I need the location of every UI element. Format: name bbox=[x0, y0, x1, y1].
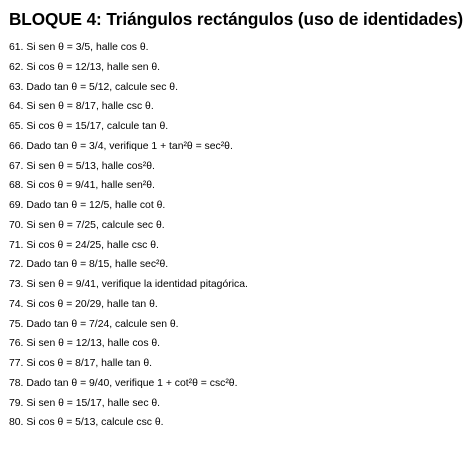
exercise-item bbox=[9, 176, 248, 196]
exercise-number: 78. bbox=[9, 377, 24, 389]
exercise-number: 80. bbox=[9, 417, 24, 429]
exercise-item bbox=[9, 117, 248, 137]
exercise-item bbox=[9, 38, 248, 58]
exercise-item bbox=[9, 196, 248, 216]
exercise-number: 67. bbox=[9, 160, 24, 172]
exercise-number: 62. bbox=[9, 61, 24, 73]
exercise-text: Si sen θ = 7/25, calcule sec θ. bbox=[26, 219, 165, 231]
exercise-text: Si sen θ = 5/13, halle cos²θ. bbox=[26, 160, 155, 172]
exercise-number: 63. bbox=[9, 81, 24, 93]
exercise-item bbox=[9, 78, 248, 98]
exercise-item bbox=[9, 394, 248, 414]
exercise-item bbox=[9, 354, 248, 374]
exercise-item bbox=[9, 236, 248, 256]
exercise-item bbox=[9, 137, 248, 157]
exercise-text: Si sen θ = 3/5, halle cos θ. bbox=[26, 42, 149, 53]
exercise-item bbox=[9, 413, 248, 433]
exercise-text: Si cos θ = 5/13, calcule csc θ. bbox=[26, 417, 164, 429]
exercise-number: 77. bbox=[9, 358, 24, 369]
exercise-text: Si cos θ = 9/41, halle sen²θ. bbox=[26, 180, 155, 192]
exercise-item bbox=[9, 315, 248, 335]
exercise-number: 66. bbox=[9, 140, 24, 152]
exercise-text: Dado tan θ = 9/40, verifique 1 + cot²θ = csc²θ. bbox=[26, 377, 238, 389]
exercise-number: 76. bbox=[9, 338, 24, 350]
exercise-text: Dado tan θ = 5/12, calcule sec θ. bbox=[26, 81, 178, 93]
exercise-item bbox=[9, 97, 248, 117]
exercise-text: Si cos θ = 12/13, halle sen θ. bbox=[26, 61, 161, 73]
exercise-number: 71. bbox=[9, 239, 24, 251]
exercise-text: Si cos θ = 15/17, calcule tan θ. bbox=[26, 121, 169, 132]
exercise-text: Dado tan θ = 3/4, verifique 1 + tan²θ = sec²θ. bbox=[26, 140, 233, 152]
exercise-number: 75. bbox=[9, 318, 24, 330]
exercise-text: Dado tan θ = 7/24, calcule sen θ. bbox=[26, 318, 179, 330]
exercise-text: Si sen θ = 15/17, halle sec θ. bbox=[26, 397, 161, 409]
exercise-number: 68. bbox=[9, 180, 24, 192]
exercise-text: Si sen θ = 9/41, verifique la identidad pitagórica. bbox=[26, 279, 248, 290]
exercise-item bbox=[9, 255, 248, 275]
exercise-text: Si sen θ = 12/13, halle cos θ. bbox=[26, 338, 161, 350]
exercise-item bbox=[9, 58, 248, 78]
exercise-number: 61. bbox=[9, 42, 24, 53]
exercise-number: 73. bbox=[9, 279, 24, 290]
exercise-text: Si cos θ = 24/25, halle csc θ. bbox=[26, 239, 159, 251]
exercise-item bbox=[9, 374, 248, 394]
exercise-item bbox=[9, 157, 248, 177]
exercise-text: Si sen θ = 8/17, halle csc θ. bbox=[26, 101, 154, 113]
exercise-text: Dado tan θ = 12/5, halle cot θ. bbox=[26, 200, 166, 211]
exercise-item bbox=[9, 295, 248, 315]
document-title: BLOQUE 4: Triángulos rectángulos (uso de identidades) bbox=[9, 9, 464, 29]
exercise-number: 74. bbox=[9, 298, 24, 310]
exercise-number: 69. bbox=[9, 200, 24, 211]
exercise-item bbox=[9, 275, 248, 295]
exercise-number: 65. bbox=[9, 121, 24, 132]
exercise-text: Si cos θ = 8/17, halle tan θ. bbox=[26, 358, 152, 369]
exercise-list bbox=[9, 38, 248, 433]
exercise-number: 72. bbox=[9, 259, 24, 271]
exercise-number: 70. bbox=[9, 219, 24, 231]
exercise-item bbox=[9, 334, 248, 354]
exercise-item bbox=[9, 216, 248, 236]
exercise-text: Dado tan θ = 8/15, halle sec²θ. bbox=[26, 259, 169, 271]
exercise-number: 79. bbox=[9, 397, 24, 409]
exercise-text: Si cos θ = 20/29, halle tan θ. bbox=[26, 298, 158, 310]
exercise-number: 64. bbox=[9, 101, 24, 113]
